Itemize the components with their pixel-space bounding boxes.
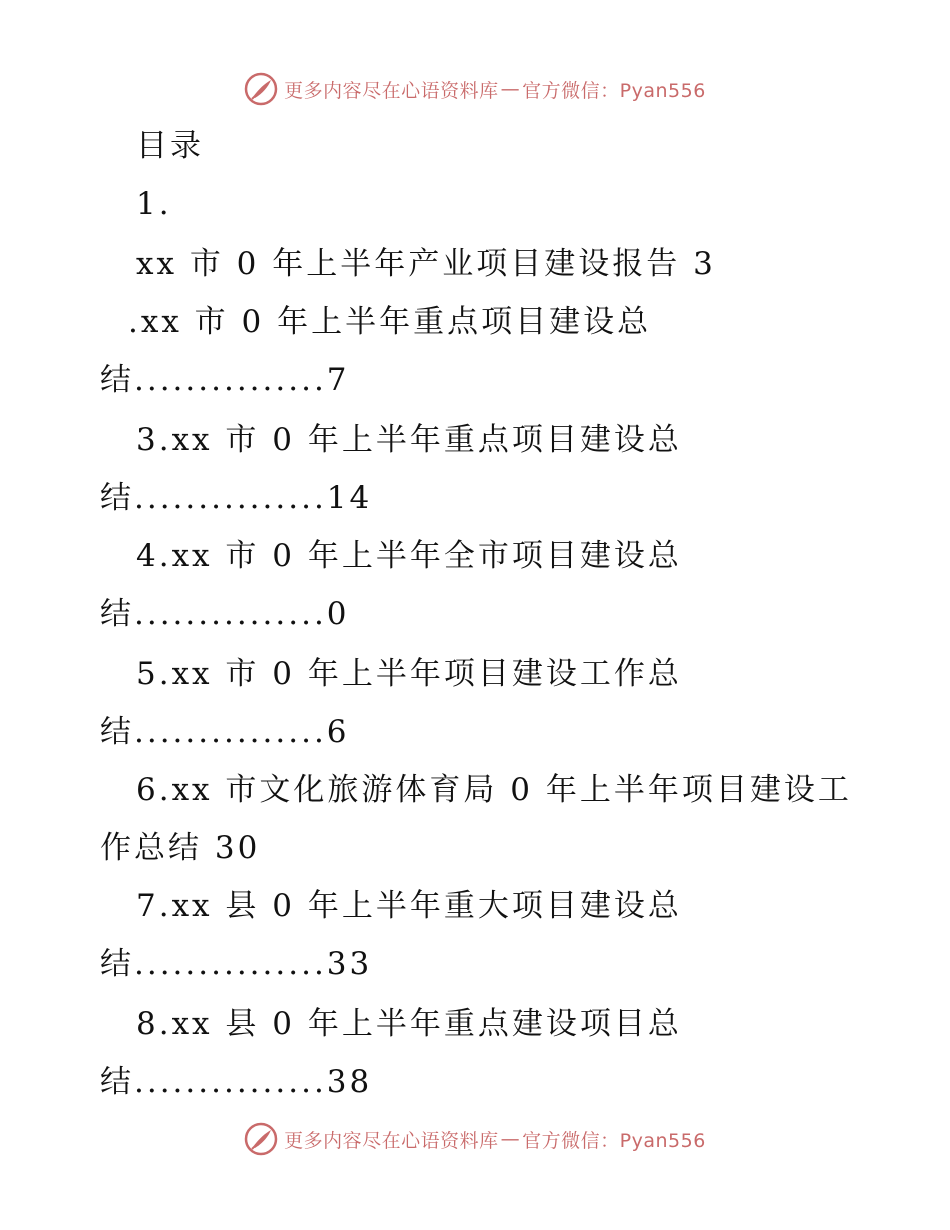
watermark-separator: —	[500, 78, 521, 100]
toc-line: 结...............38	[100, 1064, 373, 1100]
watermark-text: 更多内容尽在心语资料库	[284, 79, 499, 102]
toc-line: 3.xx 市 0 年上半年重点项目建设总	[136, 422, 682, 458]
toc-line: 5.xx 市 0 年上半年项目建设工作总	[136, 656, 682, 692]
toc-line: 作总结 30	[100, 830, 261, 866]
toc-line: 结...............14	[100, 480, 373, 516]
watermark-footer	[0, 1122, 950, 1156]
toc-line: 1.	[136, 186, 172, 222]
toc-line: .xx 市 0 年上半年重点项目建设总	[128, 304, 652, 340]
watermark-wechat: 官方微信：Pyan556	[522, 79, 706, 102]
toc-title: 目录	[136, 128, 204, 164]
toc-line: 结...............7	[100, 362, 350, 398]
toc-line: 8.xx 县 0 年上半年重点建设项目总	[136, 1006, 682, 1042]
watermark-wechat: 官方微信：Pyan556	[522, 1129, 706, 1152]
toc-line: 结...............6	[100, 714, 350, 750]
feather-logo-icon	[244, 1122, 278, 1156]
toc-line: 7.xx 县 0 年上半年重大项目建设总	[136, 888, 682, 924]
toc-line: 6.xx 市文化旅游体育局 0 年上半年项目建设工	[136, 772, 852, 808]
toc-line: 结...............0	[100, 596, 350, 632]
toc-line: 结...............33	[100, 946, 373, 982]
watermark-separator: —	[500, 1128, 521, 1150]
toc-line: xx 市 0 年上半年产业项目建设报告 3	[136, 246, 716, 282]
toc-line: 4.xx 市 0 年上半年全市项目建设总	[136, 538, 682, 574]
watermark-text: 更多内容尽在心语资料库	[284, 1129, 499, 1152]
